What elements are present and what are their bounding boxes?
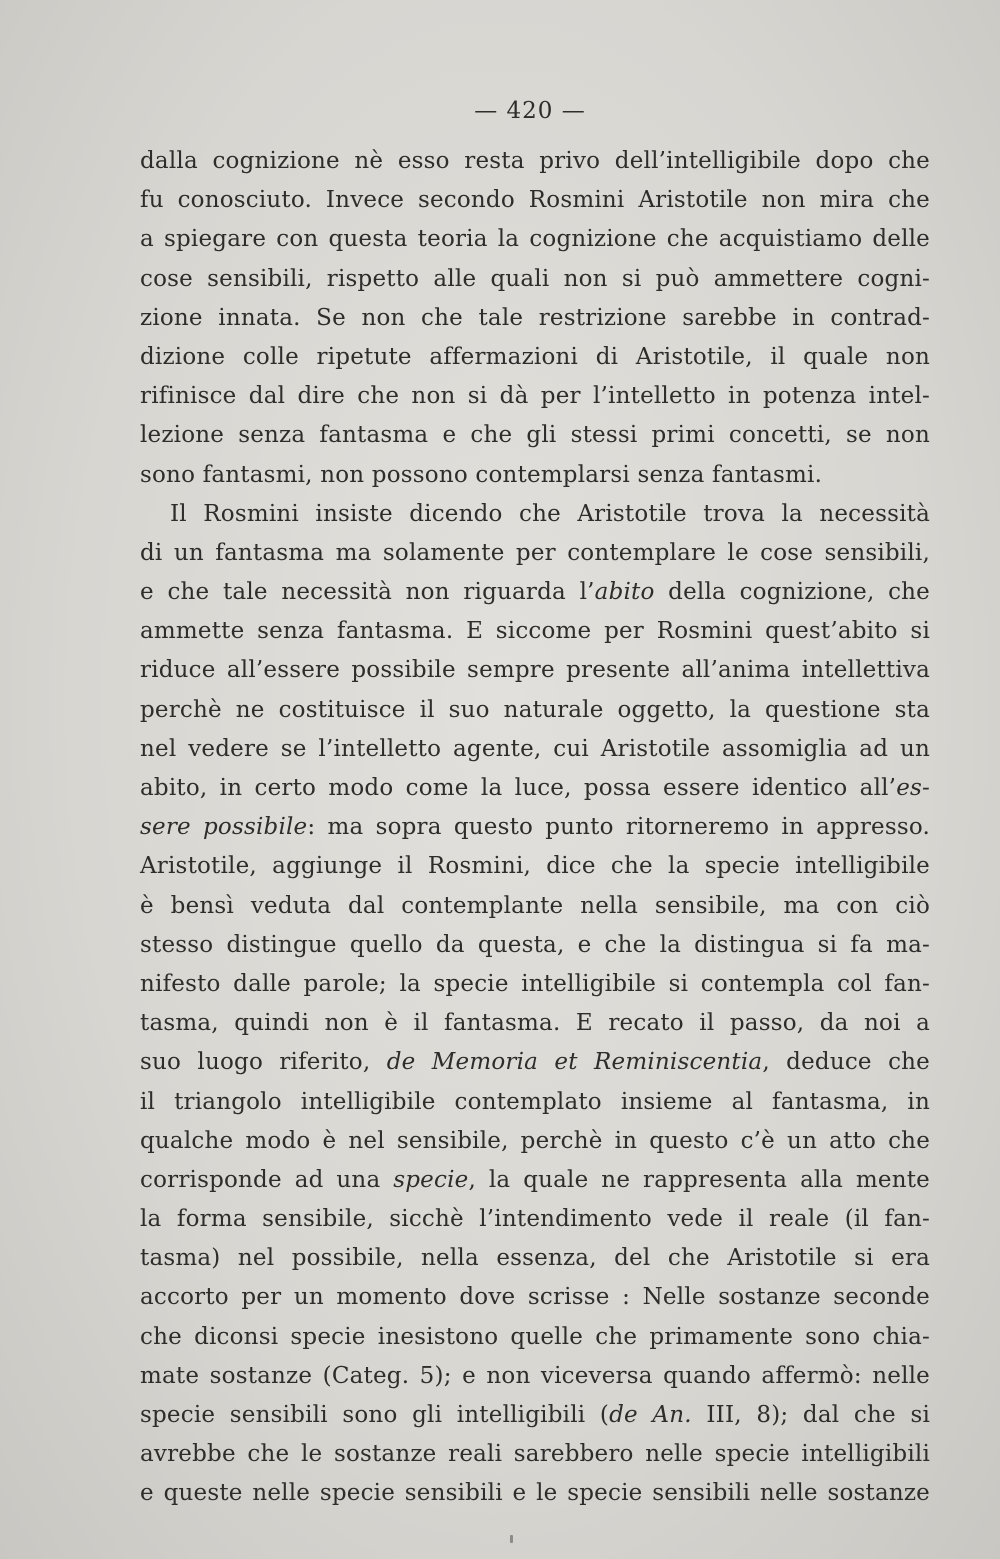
text-segment: e che tale necessità non riguarda l’ bbox=[140, 579, 595, 606]
italic-text-segment: specie bbox=[393, 1166, 469, 1193]
text-line bbox=[140, 1396, 930, 1435]
italic-text-segment: abito bbox=[594, 579, 655, 606]
text-line bbox=[140, 1278, 930, 1317]
text-segment: mate sostanze (Categ. 5); e non viceversa quando affermò: nelle bbox=[140, 1362, 930, 1389]
page-number: — 420 — bbox=[474, 98, 586, 124]
text-line bbox=[140, 1239, 930, 1278]
text-segment: il triangolo intelligibile contemplato insieme al fantasma, in bbox=[140, 1088, 930, 1115]
text-segment: rifinisce dal dire che non si dà per l’intelletto in potenza intel- bbox=[140, 383, 930, 410]
text-segment: che diconsi specie inesistono quelle che primamente sono chia- bbox=[140, 1323, 930, 1350]
text-segment: di un fantasma ma solamente per contemplare le cose sensibili, bbox=[140, 539, 930, 566]
italic-text-segment: es- bbox=[896, 775, 930, 801]
text-segment: cose sensibili, rispetto alle quali non si può ammettere cogni- bbox=[140, 265, 930, 292]
text-line bbox=[140, 887, 930, 926]
text-line bbox=[140, 1161, 930, 1200]
text-segment: fu conosciuto. Invece secondo Rosmini Aristotile non mira che bbox=[140, 187, 930, 214]
text-segment: della cognizione, che bbox=[654, 579, 930, 606]
text-segment: suo luogo riferito, bbox=[140, 1049, 387, 1076]
text-segment: Aristotile, aggiunge il Rosmini, dice che la specie intelligibile bbox=[140, 853, 930, 880]
text-line bbox=[140, 220, 930, 259]
text-segment: nel vedere se l’intelletto agente, cui Aristotile assomiglia ad un bbox=[140, 735, 930, 762]
text-line bbox=[140, 573, 930, 612]
text-line bbox=[140, 1200, 930, 1239]
text-line bbox=[140, 456, 930, 495]
text-segment: dizione colle ripetute affermazioni di Aristotile, il quale non bbox=[140, 343, 930, 370]
text-line bbox=[140, 612, 930, 651]
text-segment: Il Rosmini insiste dicendo che Aristotile trova la necessità bbox=[170, 500, 930, 527]
text-segment: e queste nelle specie sensibili e le specie sensibili nelle sostanze bbox=[140, 1480, 930, 1507]
text-segment: accorto per un momento dove scrisse : Nelle sostanze seconde bbox=[140, 1284, 930, 1311]
text-segment: , la quale ne rappresenta alla mente bbox=[468, 1166, 930, 1193]
text-line bbox=[140, 1004, 930, 1043]
text-line bbox=[140, 1122, 930, 1161]
text-line bbox=[140, 338, 930, 377]
italic-text-segment: de An. bbox=[609, 1402, 692, 1428]
text-line bbox=[140, 1083, 930, 1122]
text-segment: , deduce che bbox=[762, 1049, 930, 1076]
italic-text-segment: de Memoria et Reminiscentia bbox=[386, 1049, 763, 1076]
text-segment: la forma sensibile, sicchè l’intendimento vede il reale (il fan- bbox=[140, 1206, 930, 1233]
text-segment: ammette senza fantasma. E siccome per Rosmini quest’abito si bbox=[140, 618, 930, 645]
text-segment: tasma, quindi non è il fantasma. E recato il passo, da noi a bbox=[140, 1010, 930, 1037]
text-line bbox=[140, 847, 930, 886]
text-segment: a spiegare con questa teoria la cognizione che acquistiamo delle bbox=[140, 226, 930, 253]
ink-speck bbox=[510, 1535, 513, 1543]
text-segment: specie sensibili sono gli intelligibili ( bbox=[140, 1402, 610, 1428]
text-segment: avrebbe che le sostanze reali sarebbero nelle specie intelligibili bbox=[140, 1441, 930, 1468]
text-segment: qualche modo è nel sensibile, perchè in questo c’è un atto che bbox=[140, 1127, 930, 1154]
text-line bbox=[140, 769, 930, 808]
text-segment: corrisponde ad una bbox=[140, 1166, 394, 1193]
text-line bbox=[140, 691, 930, 730]
text-segment: zione innata. Se non che tale restrizione sarebbe in contrad- bbox=[140, 304, 930, 331]
text-line bbox=[140, 808, 930, 847]
text-line bbox=[140, 416, 930, 455]
text-line bbox=[140, 1474, 930, 1513]
text-line bbox=[140, 1043, 930, 1082]
text-segment: abito, in certo modo come la luce, possa essere identico all’ bbox=[140, 775, 897, 801]
text-line bbox=[140, 495, 930, 534]
italic-text-segment: sere possibile bbox=[140, 814, 308, 841]
text-line bbox=[140, 1318, 930, 1357]
text-line bbox=[140, 377, 930, 416]
text-segment: riduce all’essere possibile sempre presente all’anima intellettiva bbox=[140, 657, 930, 684]
text-segment: dalla cognizione nè esso resta privo dell’intelligibile dopo che bbox=[140, 148, 930, 174]
text-line bbox=[140, 651, 930, 690]
text-segment: III, 8); dal che si bbox=[691, 1402, 930, 1428]
text-segment: perchè ne costituisce il suo naturale oggetto, la questione sta bbox=[140, 696, 930, 723]
text-segment: è bensì veduta dal contemplante nella sensibile, ma con ciò bbox=[140, 892, 930, 919]
body-text bbox=[140, 142, 930, 1514]
text-line bbox=[140, 730, 930, 769]
text-line bbox=[140, 1357, 930, 1396]
text-line bbox=[140, 299, 930, 338]
text-line bbox=[140, 260, 930, 299]
text-line bbox=[140, 181, 930, 220]
text-line bbox=[140, 142, 930, 181]
text-segment: tasma) nel possibile, nella essenza, del che Aristotile si era bbox=[140, 1245, 930, 1272]
text-segment: stesso distingue quello da questa, e che la distingua si fa ma- bbox=[140, 931, 930, 958]
text-segment: sono fantasmi, non possono contemplarsi senza fantasmi. bbox=[140, 461, 823, 488]
text-segment: lezione senza fantasma e che gli stessi primi concetti, se non bbox=[140, 422, 930, 449]
text-segment: nifesto dalle parole; la specie intelligibile si contempla col fan- bbox=[140, 970, 930, 997]
text-line bbox=[140, 926, 930, 965]
text-segment: : ma sopra questo punto ritorneremo in appresso. bbox=[307, 814, 930, 841]
text-line bbox=[140, 1435, 930, 1474]
text-line bbox=[140, 965, 930, 1004]
text-line bbox=[140, 534, 930, 573]
